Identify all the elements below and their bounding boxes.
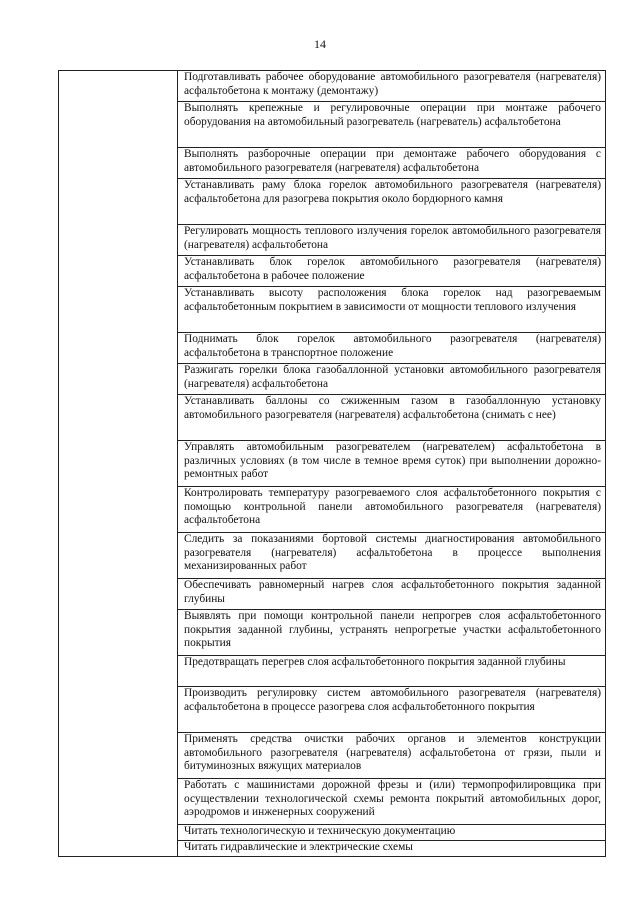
skill-cell xyxy=(178,779,606,825)
skill-cell xyxy=(178,364,606,395)
skill-cell xyxy=(178,487,606,533)
skill-cell xyxy=(178,610,606,656)
skill-cell xyxy=(178,148,606,179)
skill-text: Производить регулировку систем автомобильного разогревателя (нагревателя) асфальтобетона в процессе разогрева слоя асфальтобетонного покрытия xyxy=(184,687,601,713)
skills-table xyxy=(58,70,606,857)
skill-text: Подготавливать рабочее оборудование автомобильного разогревателя (нагревателя) асфальтобетона к монтажу (демонтажу) xyxy=(184,71,601,97)
skill-cell xyxy=(178,687,606,733)
skill-text: Следить за показаниями бортовой системы диагностирования автомобильного разогревателя (нагревателя) асфальтобетона в процессе выполнения механизированных работ xyxy=(184,533,601,573)
skill-text: Работать с машинистами дорожной фрезы и (или) термопрофилировщика при осуществлении технологической схемы ремонта покрытий автомобильных дорог, аэродромов и инженерных сооружений xyxy=(184,779,601,819)
skill-text: Применять средства очистки рабочих органов и элементов конструкции автомобильного разогревателя (нагревателя) асфальтобетона от грязи, пыли и битуминозных вяжущих материалов xyxy=(184,733,601,773)
skill-text: Выполнять крепежные и регулировочные операции при монтаже рабочего оборудования на автомобильный разогреватель (нагреватель) асфальтобетона xyxy=(184,102,601,128)
skill-text: Устанавливать баллоны со сжиженным газом в газобаллонную установку автомобильного разогревателя (нагревателя) асфальтобетона (снимать с нее) xyxy=(184,395,601,421)
skill-text: Обеспечивать равномерный нагрев слоя асфальтобетонного покрытия заданной глубины xyxy=(184,579,601,605)
skill-text: Читать технологическую и техническую документацию xyxy=(184,825,456,837)
skill-cell xyxy=(178,579,606,610)
skill-cell xyxy=(178,395,606,441)
skill-text: Выполнять разборочные операции при демонтаже рабочего оборудования с автомобильного разогревателя (нагревателя) асфальтобетона xyxy=(184,148,601,174)
skill-cell xyxy=(178,102,606,148)
skill-cell xyxy=(178,733,606,779)
table-row xyxy=(59,71,606,102)
skill-cell xyxy=(178,71,606,102)
skill-text: Разжигать горелки блока газобаллонной установки автомобильного разогревателя (нагревателя) асфальтобетона xyxy=(184,364,601,390)
skill-cell xyxy=(178,179,606,225)
skill-text: Поднимать блок горелок автомобильного разогревателя (нагревателя) асфальтобетона в транспортное положение xyxy=(184,333,601,359)
skill-cell xyxy=(178,287,606,333)
skill-text: Предотвращать перегрев слоя асфальтобетонного покрытия заданной глубины xyxy=(184,656,566,668)
skill-cell xyxy=(178,333,606,364)
skill-cell xyxy=(178,825,606,841)
skill-cell xyxy=(178,225,606,256)
skills-table-body xyxy=(59,71,606,857)
skill-text: Регулировать мощность теплового излучения горелок автомобильного разогревателя (нагревателя) асфальтобетона xyxy=(184,225,601,251)
skill-text: Управлять автомобильным разогревателем (нагревателем) асфальтобетона в различных условиях (в том числе в темное время суток) при выполнении дорожно-ремонтных работ xyxy=(184,441,601,481)
skill-text: Контролировать температуру разогреваемого слоя асфальтобетонного покрытия с помощью контрольной панели автомобильного разогревателя (нагревателя) асфальтобетона xyxy=(184,487,601,527)
skill-text: Устанавливать блок горелок автомобильного разогревателя (нагревателя) асфальтобетона в рабочее положение xyxy=(184,256,601,282)
skill-cell xyxy=(178,533,606,579)
skill-cell xyxy=(178,656,606,687)
skill-text: Выявлять при помощи контрольной панели непрогрев слоя асфальтобетонного покрытия заданной глубины, устранять непрогретые участки асфальтобетонного покрытия xyxy=(184,610,601,650)
skill-cell xyxy=(178,841,606,857)
skill-cell xyxy=(178,441,606,487)
left-column-cell xyxy=(59,71,178,857)
skill-text: Читать гидравлические и электрические схемы xyxy=(184,841,413,853)
page-number: 14 xyxy=(314,37,326,51)
skill-text: Устанавливать высоту расположения блока горелок над разогреваемым асфальтобетонным покрытием в зависимости от мощности теплового излучения xyxy=(184,287,601,313)
skill-text: Устанавливать раму блока горелок автомобильного разогревателя (нагревателя) асфальтобетона для разогрева покрытия около бордюрного камня xyxy=(184,179,601,205)
skill-cell xyxy=(178,256,606,287)
